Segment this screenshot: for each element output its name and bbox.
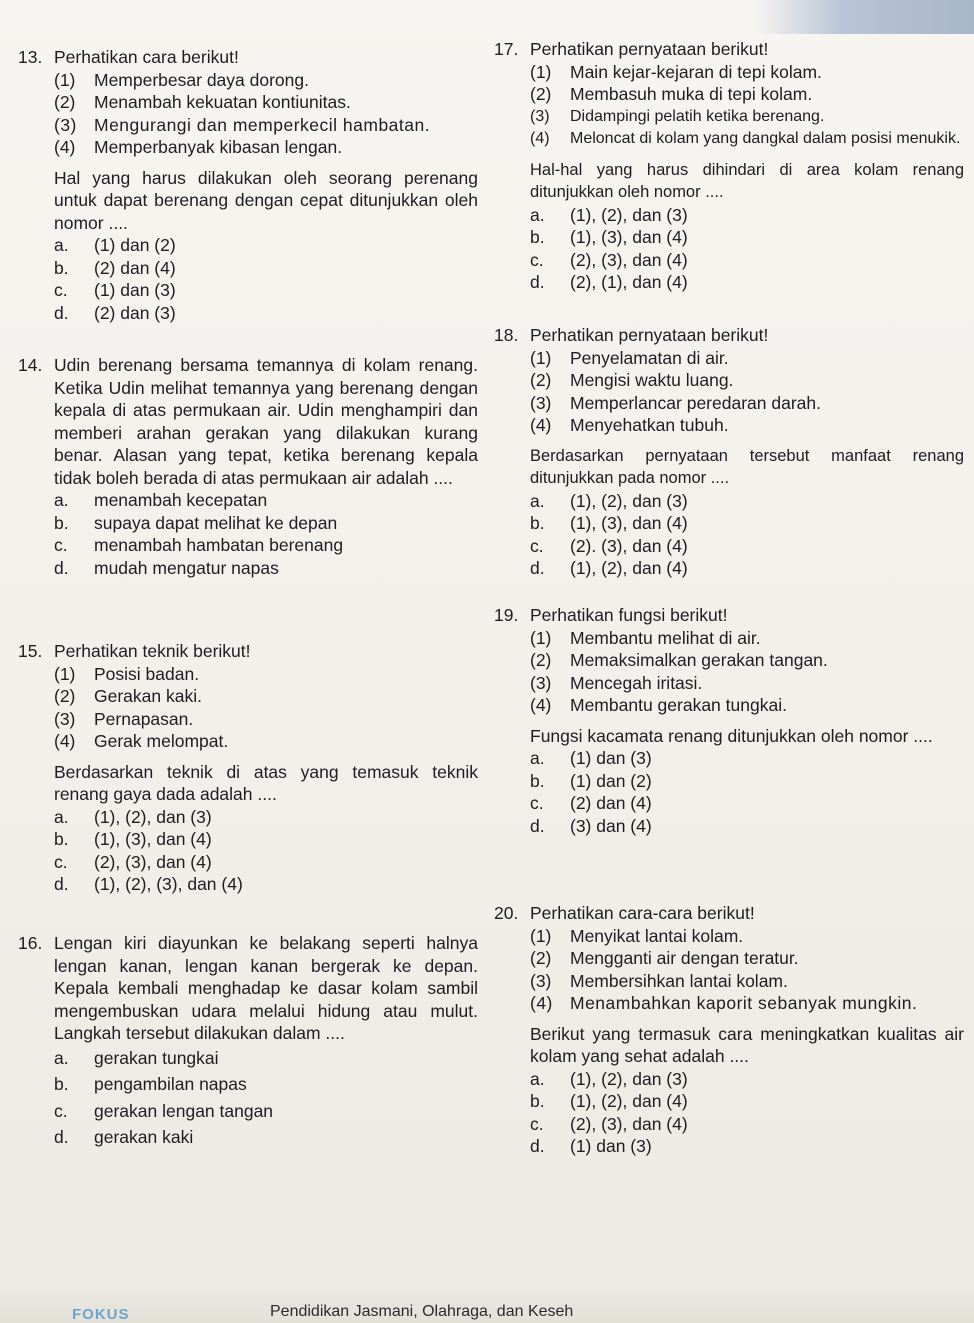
option-c: c. (2), (3), dan (4) xyxy=(530,249,688,270)
option-b: b. (1) dan (2) xyxy=(530,770,652,791)
statement-2: (2) Gerakan kaki. xyxy=(54,686,202,706)
background-object xyxy=(754,0,974,34)
statement-2: (2) Memaksimalkan gerakan tangan. xyxy=(530,650,828,670)
option-c: c. (2), (3), dan (4) xyxy=(530,1113,688,1134)
question-header: Perhatikan pernyataan berikut! xyxy=(530,39,769,59)
question-prompt: Berdasarkan teknik di atas yang temasuk teknik renang gaya dada adalah .... xyxy=(54,761,478,804)
option-c: c. (1) dan (3) xyxy=(54,280,176,300)
option-d: d. (3) dan (4) xyxy=(530,815,652,836)
question-15 xyxy=(18,640,478,896)
question-number: 15. xyxy=(18,641,43,661)
statement-1: (1) Membantu melihat di air. xyxy=(530,627,761,648)
option-b: b. (1), (3), dan (4) xyxy=(54,829,212,849)
option-b: b. (2) dan (4) xyxy=(54,257,176,278)
question-prompt: Berikut yang termasuk cara meningkatkan kualitas air kolam yang sehat adalah .... xyxy=(530,1023,964,1066)
statement-4: (4) Menambahkan kaporit sebanyak mungkin. xyxy=(530,993,918,1013)
option-a: a. (1), (2), dan (3) xyxy=(530,490,688,511)
option-a: a. (1), (2), dan (3) xyxy=(530,204,688,225)
option-d: d. gerakan kaki xyxy=(54,1127,194,1147)
question-prompt: Lengan kiri diayunkan ke belakang seperti halnya lengan kanan, lengan kanan bergerak ke depan. Kepala kembali menghadap ke dasar kolam sambil mengembuskan udara melalui hidung atau mulut. Langkah tersebut dilakukan dalam .... xyxy=(54,933,478,1043)
option-d: d. (2), (1), dan (4) xyxy=(530,272,688,292)
question-header: Perhatikan pernyataan berikut! xyxy=(530,325,769,345)
option-b: b. pengambilan napas xyxy=(54,1074,247,1094)
option-c: c. menambah hambatan berenang xyxy=(54,535,344,555)
question-prompt: Hal yang harus dilakukan oleh seorang perenang untuk dapat berenang dengan cepat ditunjukkan oleh nomor .... xyxy=(54,167,478,233)
question-20 xyxy=(494,902,964,1158)
option-b: b. supaya dapat melihat ke depan xyxy=(54,512,338,533)
option-a: a. (1) dan (2) xyxy=(54,235,176,255)
option-b: b. (1), (3), dan (4) xyxy=(530,227,688,247)
option-a: a. gerakan tungkai xyxy=(54,1047,219,1068)
statement-4: (4) Menyehatkan tubuh. xyxy=(530,415,729,435)
question-number: 17. xyxy=(494,39,519,59)
option-a: a. (1), (2), dan (3) xyxy=(530,1068,688,1089)
option-b: b. (1), (3), dan (4) xyxy=(530,513,688,533)
question-number: 14. xyxy=(18,355,43,375)
question-13 xyxy=(18,46,478,324)
question-number: 18. xyxy=(494,325,519,345)
question-number: 16. xyxy=(18,933,43,953)
option-c: c. (2) dan (4) xyxy=(530,793,652,813)
option-a: a. (1) dan (3) xyxy=(530,748,652,768)
statement-3: (3) Mengurangi dan memperkecil hambatan. xyxy=(54,114,431,135)
question-number: 20. xyxy=(494,903,519,923)
statement-3: (3) Pernapasan. xyxy=(54,708,194,729)
option-c: c. gerakan lengan tangan xyxy=(54,1100,274,1121)
page-footer xyxy=(0,1287,974,1323)
question-18 xyxy=(494,324,964,580)
option-d: d. (1) dan (3) xyxy=(530,1136,652,1156)
question-header: Perhatikan cara berikut! xyxy=(54,47,239,67)
statement-1: (1) Main kejar-kejaran di tepi kolam. xyxy=(530,61,822,82)
option-d: d. (1), (2), (3), dan (4) xyxy=(54,874,243,894)
statement-4: (4) Gerak melompat. xyxy=(54,731,229,751)
statement-2: (2) Membasuh muka di tepi kolam. xyxy=(530,84,813,104)
option-a: a. (1), (2), dan (3) xyxy=(54,806,212,827)
statement-3: (3) Membersihkan lantai kolam. xyxy=(530,970,788,991)
statement-3: (3) Didampingi pelatih ketika berenang. xyxy=(530,107,825,125)
option-b: b. (1), (2), dan (4) xyxy=(530,1091,688,1111)
footer-brand: FOKUS xyxy=(72,1306,130,1323)
statement-1: (1) Menyikat lantai kolam. xyxy=(530,925,744,946)
footer-book-title: Pendidikan Jasmani, Olahraga, dan Keseh xyxy=(270,1303,574,1320)
question-17 xyxy=(494,38,964,294)
statement-4: (4) Meloncat di kolam yang dangkal dalam posisi menukik. xyxy=(530,130,961,147)
question-prompt: Fungsi kacamata renang ditunjukkan oleh nomor .... xyxy=(530,725,933,746)
statement-3: (3) Memperlancar peredaran darah. xyxy=(530,392,821,413)
option-c: c. (2). (3), dan (4) xyxy=(530,535,688,556)
statement-4: (4) Membantu gerakan tungkai. xyxy=(530,695,787,715)
option-a: a. menambah kecepatan xyxy=(54,490,268,510)
option-d: d. mudah mengatur napas xyxy=(54,557,279,578)
question-number: 13. xyxy=(18,47,43,67)
statement-2: (2) Menambah kekuatan kontiunitas. xyxy=(54,92,351,112)
statement-1: (1) Memperbesar daya dorong. xyxy=(54,69,309,90)
question-number: 19. xyxy=(494,605,519,625)
statement-1: (1) Posisi badan. xyxy=(54,663,200,684)
question-prompt: Hal-hal yang harus dihindari di area kolam renang ditunjukkan oleh nomor .... xyxy=(530,160,964,201)
option-d: d. (1), (2), dan (4) xyxy=(530,558,688,578)
statement-3: (3) Mencegah iritasi. xyxy=(530,672,703,693)
option-d: d. (2) dan (3) xyxy=(54,302,176,323)
question-prompt: Berdasarkan pernyataan tersebut manfaat renang ditunjukkan pada nomor .... xyxy=(530,446,964,487)
question-19 xyxy=(494,604,964,837)
question-14 xyxy=(18,354,478,579)
question-16 xyxy=(18,932,478,1149)
statement-2: (2) Mengganti air dengan teratur. xyxy=(530,948,799,968)
question-header: Perhatikan teknik berikut! xyxy=(54,641,251,661)
statement-1: (1) Penyelamatan di air. xyxy=(530,347,729,368)
question-prompt: Udin berenang bersama temannya di kolam renang. Ketika Udin melihat temannya yang berenang dengan kepala di atas permukaan air. Udin menghampiri dan memberi arahan gerakan yang dilakukan kurang benar. Alasan yang tepat, ketika berenang kepala tidak boleh berada di atas permukaan air adalah .... xyxy=(54,355,478,488)
option-c: c. (2), (3), dan (4) xyxy=(54,851,212,872)
question-header: Perhatikan cara-cara berikut! xyxy=(530,903,755,923)
question-header: Perhatikan fungsi berikut! xyxy=(530,605,728,625)
statement-2: (2) Mengisi waktu luang. xyxy=(530,370,734,390)
statement-4: (4) Memperbanyak kibasan lengan. xyxy=(54,137,343,157)
